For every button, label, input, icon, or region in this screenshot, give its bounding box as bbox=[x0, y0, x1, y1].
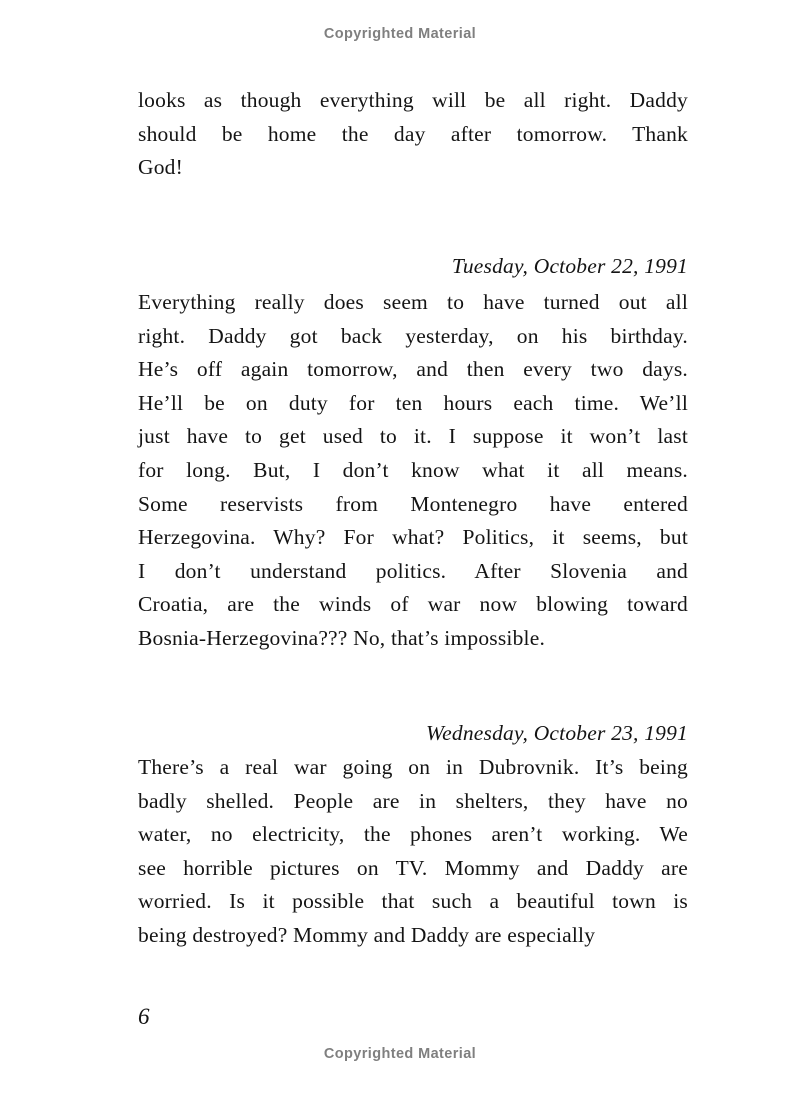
text-line: Herzegovina. Why? For what? Politics, it seems, but bbox=[138, 525, 688, 550]
text-line: right. Daddy got back yesterday, on his birthday. bbox=[138, 323, 688, 348]
diary-entry-date: Wednesday, October 23, 1991 bbox=[426, 721, 688, 745]
text-line: Bosnia-Herzegovina??? No, that’s impossible. bbox=[138, 625, 546, 650]
diary-entry-paragraph bbox=[138, 751, 688, 953]
copyright-notice-top: Copyrighted Material bbox=[323, 26, 477, 42]
text-line: badly shelled. People are in shelters, they have no bbox=[138, 788, 688, 813]
diary-entry-date: Tuesday, October 22, 1991 bbox=[451, 254, 688, 278]
text-line: I don’t understand politics. After Slovenia and bbox=[138, 558, 688, 583]
text-line: water, no electricity, the phones aren’t working. We bbox=[138, 822, 688, 847]
text-line: He’ll be on duty for ten hours each time. We’ll bbox=[138, 390, 688, 415]
text-line: God! bbox=[138, 155, 183, 180]
copyright-notice-bottom: Copyrighted Material bbox=[323, 1046, 477, 1062]
text-line: worried. Is it possible that such a beautiful town is bbox=[138, 889, 688, 914]
text-line: Croatia, are the winds of war now blowing toward bbox=[138, 592, 688, 617]
text-line: see horrible pictures on TV. Mommy and Daddy are bbox=[138, 855, 688, 880]
text-line: Some reservists from Montenegro have entered bbox=[138, 491, 688, 516]
text-line: being destroyed? Mommy and Daddy are especially bbox=[138, 922, 596, 947]
diary-paragraph-continuation bbox=[138, 84, 688, 185]
text-line: looks as though everything will be all right. Daddy bbox=[138, 88, 688, 112]
text-line: There’s a real war going on in Dubrovnik. It’s being bbox=[138, 755, 688, 779]
page-number: 6 bbox=[138, 1004, 150, 1029]
diary-entry-paragraph bbox=[138, 286, 688, 656]
text-line: should be home the day after tomorrow. Thank bbox=[138, 121, 688, 146]
text-line: Everything really does seem to have turned out all bbox=[138, 290, 688, 314]
text-line: just have to get used to it. I suppose it won’t last bbox=[138, 424, 688, 449]
text-line: for long. But, I don’t know what it all means. bbox=[138, 457, 688, 482]
text-line: He’s off again tomorrow, and then every two days. bbox=[138, 357, 688, 382]
